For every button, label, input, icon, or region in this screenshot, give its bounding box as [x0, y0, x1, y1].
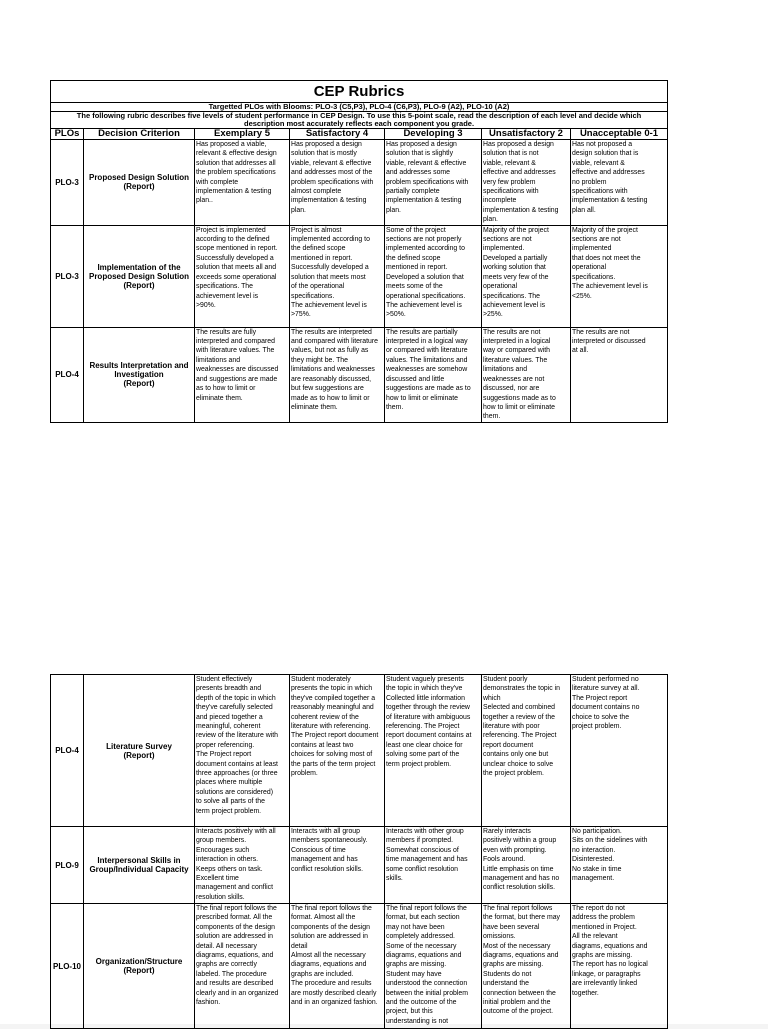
- rubric-cell: Interacts positively with all group members. Encourages such interaction in others. Keeps others on task. Excellent time management and conflict resolution skills.: [195, 827, 290, 904]
- plo-cell: PLO-4: [51, 675, 84, 827]
- rubric-cell: The final report follows the prescribed format. All the components of the design solution are addressed in detail. All necessary diagrams, equations, and graphs are correctly labeled. The procedure and results are described clearly and in an organized fashion.: [195, 904, 290, 1029]
- rubric-cell: The results are not interpreted in a logical way or compared with literature values. The limitations and weaknesses are not discussed, nor are suggestions made as to how to limit or eliminate them.: [482, 327, 571, 422]
- rubric-cell: The results are fully interpreted and compared with literature values. The limitations and weaknesses are discussed and suggestions are made as to how to limit or eliminate them.: [195, 327, 290, 422]
- criterion-cell: Literature Survey (Report): [84, 675, 195, 827]
- header-unsatisfactory: Unsatisfactory 2: [482, 129, 571, 140]
- criterion-cell: Organization/Structure (Report): [84, 904, 195, 1029]
- rubric-cell: Student poorly demonstrates the topic in which Selected and combined together a review of the literature with poor referencing. The Project report document contains only one but unclear choice to solve the project problem.: [482, 675, 571, 827]
- rubric-cell: The final report follows the format, but there may have been several omissions. Most of the necessary diagrams, equations and graphs are missing. Students do not understand the connection between the initial problem and the outcome of the project.: [482, 904, 571, 1029]
- table-row: [51, 327, 668, 422]
- table-row: [51, 827, 668, 904]
- page-title: CEP Rubrics: [51, 81, 668, 103]
- plo-cell: PLO-10: [51, 904, 84, 1029]
- criterion-cell: Proposed Design Solution (Report): [84, 140, 195, 226]
- criterion-cell: Interpersonal Skills in Group/Individual Capacity: [84, 827, 195, 904]
- rubric-cell: The report do not address the problem mentioned in Project. All the relevant diagrams, equations and graphs are missing. The report has no logical linkage, or paragraphs are irrelevantly linked together.: [571, 904, 668, 1029]
- header-satisfactory: Satisfactory 4: [290, 129, 385, 140]
- rubric-cell: Majority of the project sections are not implemented that does not meet the operational specifications. The achievement level is <25%.: [571, 225, 668, 327]
- criterion-cell: Implementation of the Proposed Design Solution (Report): [84, 225, 195, 327]
- rubric-cell: Has proposed a viable, relevant & effective design solution that addresses all the problem specifications with complete implementation & testing plan..: [195, 140, 290, 226]
- plo-cell: PLO-4: [51, 327, 84, 422]
- rubric-cell: Project is almost implemented according to the defined scope mentioned in report. Successfully developed a solution that meets most of the operational specifications. The achievement level is >75%.: [290, 225, 385, 327]
- rubric-cell: The results are partially interpreted in a logical way or compared with literature values. The limitations and weaknesses are somehow discussed and little suggestions are made as to how to limit or eliminate them.: [385, 327, 482, 422]
- plo-cell: PLO-9: [51, 827, 84, 904]
- header-developing: Developing 3: [385, 129, 482, 140]
- rubric-cell: Student effectively presents breadth and depth of the topic in which they've carefully selected and pieced together a meaningful, coherent review of the literature with proper referencing. The Project report document contains at least three approaches (or three places where multiple solutions are considered) to solve all parts of the term project problem.: [195, 675, 290, 827]
- rubric-cell: Has proposed a design solution that is not viable, relevant & effective and addresses very few problem specifications with incomplete implementation & testing plan.: [482, 140, 571, 226]
- plo-cell: PLO-3: [51, 225, 84, 327]
- rubric-cell: Has proposed a design solution that is slightly viable, relevant & effective and addresses some problem specifications with partially complete implementation & testing plan.: [385, 140, 482, 226]
- rubric-table-top: [50, 80, 668, 423]
- rubric-cell: The final report follows the format. Almost all the components of the design solution are addressed in detail Almost all the necessary diagrams, equations and graphs are included. The procedure and results are mostly described clearly and in an organized fashion.: [290, 904, 385, 1029]
- rubric-cell: No participation. Sits on the sidelines with no interaction. Disinterested. No stake in time management.: [571, 827, 668, 904]
- rubric-cell: Interacts with other group members if prompted. Somewhat conscious of time management and has some conflict resolution skills.: [385, 827, 482, 904]
- table-row: [51, 675, 668, 827]
- rubric-cell: The results are interpreted and compared with literature values, but not as fully as they might be. The limitations and weaknesses are reasonably discussed, but few suggestions are made as to how to limit or eliminate them.: [290, 327, 385, 422]
- rubric-table-bottom: [50, 674, 668, 1029]
- rubric-cell: Has not proposed a design solution that is viable, relevant & effective and addresses no problem specifications with implementation & testing plan all.: [571, 140, 668, 226]
- criterion-cell: Results Interpretation and Investigation (Report): [84, 327, 195, 422]
- rubric-cell: Rarely interacts positively within a group even with prompting. Fools around. Little emphasis on time management and has no conflict resolution skills.: [482, 827, 571, 904]
- rubric-cell: Student vaguely presents the topic in which they've Collected little information together through the review of literature with ambiguous referencing. The Project report document contains at least one clear choice for solving some part of the term project problem.: [385, 675, 482, 827]
- header-plos: PLOs: [51, 129, 84, 140]
- plo-cell: PLO-3: [51, 140, 84, 226]
- targeted-plos-line: Targetted PLOs with Blooms: PLO-3 (C5,P3), PLO-4 (C6,P3), PLO-9 (A2), PLO-10 (A2): [51, 103, 668, 112]
- rubric-cell: Some of the project sections are not properly implemented according to the defined scope mentioned in report. Developed a solution that meets some of the operational specifications. The achievement level is >50%.: [385, 225, 482, 327]
- rubric-cell: The final report follows the format, but each section may not have been completely addressed. Some of the necessary diagrams, equations and graphs are missing. Student may have understood the connection between the initial problem and the outcome of the project, but this understanding is not: [385, 904, 482, 1029]
- header-row: [51, 129, 668, 140]
- table-row: [51, 904, 668, 1029]
- header-decision-criterion: Decision Criterion: [84, 129, 195, 140]
- header-exemplary: Exemplary 5: [195, 129, 290, 140]
- rubric-cell: Interacts with all group members spontaneously. Conscious of time management and has conflict resolution skills.: [290, 827, 385, 904]
- table-row: [51, 225, 668, 327]
- rubric-description: The following rubric describes five levels of student performance in CEP Design. To use this 5-point scale, read the description of each level and decide which description most accurately reflects each component you grade.: [51, 112, 668, 129]
- rubric-cell: Has proposed a design solution that is mostly viable, relevant & effective and addresses most of the problem specifications with almost complete implementation & testing plan.: [290, 140, 385, 226]
- rubric-cell: Project is implemented according to the defined scope mentioned in report. Successfully developed a solution that meets all and exceeds some operational specifications. The achievement level is >90%.: [195, 225, 290, 327]
- rubric-cell: Student moderately presents the topic in which they've compiled together a reasonably meaningful and coherent review of the literature with referencing. The Project report document contains at least two choices for solving most of the parts of the term project problem.: [290, 675, 385, 827]
- header-unacceptable: Unacceptable 0-1: [571, 129, 668, 140]
- rubric-cell: Majority of the project sections are not implemented. Developed a partially working solution that meets very few of the operational specifications. The achievement level is >25%.: [482, 225, 571, 327]
- rubric-cell: Student performed no literature survey at all. The Project report document contains no choice to solve the project problem.: [571, 675, 668, 827]
- rubric-cell: The results are not interpreted or discussed at all.: [571, 327, 668, 422]
- table-row: [51, 140, 668, 226]
